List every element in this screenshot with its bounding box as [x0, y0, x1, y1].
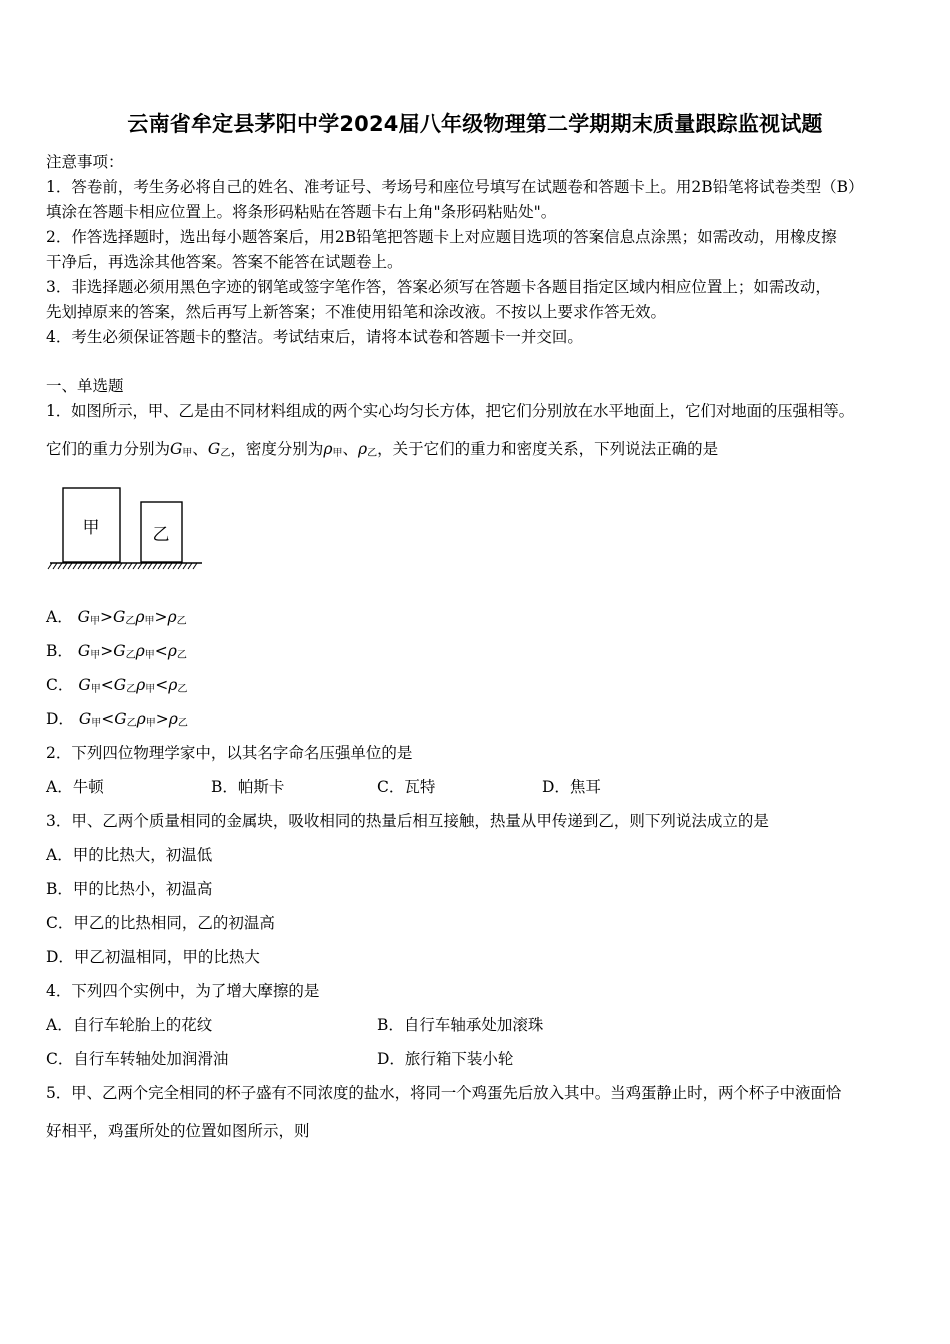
- q3-option-d[interactable]: D．甲乙初温相同，甲的比热大: [46, 948, 260, 966]
- q1-text: ，密度分别为: [230, 440, 324, 458]
- hatch-mark: [88, 563, 92, 569]
- hatch-mark: [48, 563, 52, 569]
- q2-option-d[interactable]: D．焦耳: [542, 778, 601, 796]
- g-symbol: G: [77, 608, 91, 626]
- q1-text: 它们的重力分别为: [46, 440, 171, 458]
- rho-symbol: ρ: [136, 676, 146, 694]
- option-letter: C．: [46, 676, 74, 694]
- sub-jia: 甲: [90, 650, 101, 661]
- hatch-mark: [168, 563, 172, 569]
- block-yi-label: 乙: [152, 525, 170, 545]
- g-symbol: G: [207, 440, 221, 458]
- g-symbol: G: [113, 642, 126, 660]
- hatch-mark: [113, 563, 117, 569]
- sub-yi: 乙: [367, 448, 378, 459]
- hatch-mark: [163, 563, 167, 569]
- hatch-mark: [78, 563, 82, 569]
- rho-symbol: ρ: [167, 608, 177, 626]
- sub-jia: 甲: [182, 448, 193, 459]
- rho-symbol: ρ: [168, 710, 178, 728]
- relation: >: [100, 608, 114, 626]
- rho-symbol: ρ: [168, 676, 178, 694]
- q1-option-d[interactable]: [46, 708, 188, 735]
- rho-symbol: ρ: [323, 440, 333, 458]
- hatch-mark: [178, 563, 182, 569]
- q1-option-b[interactable]: [46, 640, 187, 667]
- g-symbol: G: [113, 608, 126, 626]
- hatch-mark: [118, 563, 122, 569]
- q4-stem: 4．下列四个实例中，为了增大摩擦的是: [46, 982, 320, 1000]
- q3-option-a[interactable]: A．甲的比热大，初温低: [46, 846, 213, 864]
- hatch-mark: [153, 563, 157, 569]
- hatch-mark: [158, 563, 162, 569]
- option-letter: B．: [46, 642, 73, 660]
- hatch-mark: [108, 563, 112, 569]
- notice-line: 4．考生必须保证答题卡的整洁。考试结束后，请将本试卷和答题卡一并交回。: [46, 328, 583, 346]
- hatch-mark: [63, 563, 67, 569]
- notice-line: 1．答卷前，考生务必将自己的姓名、准考证号、考场号和座位号填写在试题卷和答题卡上。用2B铅笔将试卷类型（B）: [46, 178, 864, 196]
- hatch-mark: [188, 563, 192, 569]
- hatch-mark: [68, 563, 72, 569]
- hatch-mark: [173, 563, 177, 569]
- hatch-mark: [73, 563, 77, 569]
- hatch-mark: [143, 563, 147, 569]
- notice-line: 2．作答选择题时，选出每小题答案后，用2B铅笔把答题卡上对应题目选项的答案信息点涂黑；如需改动，用橡皮擦: [46, 228, 837, 246]
- relation: >: [154, 608, 168, 626]
- block-jia-label: 甲: [82, 518, 100, 538]
- q1-option-a[interactable]: [46, 606, 187, 633]
- q4-option-d[interactable]: D．旅行箱下装小轮: [377, 1050, 514, 1068]
- g-symbol: G: [78, 676, 91, 694]
- section-heading: 一、单选题: [46, 377, 124, 395]
- q1-stem-line1: 1．如图所示，甲、乙是由不同材料组成的两个实心均匀长方体，把它们分别放在水平地面上，它们对地面的压强相等。: [46, 402, 854, 420]
- hatch-mark: [123, 563, 127, 569]
- sub-yi: 乙: [176, 650, 187, 661]
- g-symbol: G: [77, 642, 91, 660]
- relation: <: [155, 676, 169, 694]
- sub-jia: 甲: [91, 718, 102, 729]
- page-title: 云南省牟定县茅阳中学2024届八年级物理第二学期期末质量跟踪监视试题: [127, 112, 823, 136]
- sub-yi: 乙: [177, 684, 188, 695]
- sep: 、: [342, 440, 358, 458]
- rho-symbol: ρ: [167, 642, 177, 660]
- hatch-mark: [58, 563, 62, 569]
- q1-text: ，关于它们的重力和密度关系，下列说法正确的是: [377, 440, 719, 458]
- g-symbol: G: [78, 710, 92, 728]
- q1-stem-line2: [46, 438, 718, 465]
- rho-symbol: ρ: [136, 710, 146, 728]
- rho-symbol: ρ: [135, 608, 145, 626]
- g-symbol: G: [170, 440, 183, 458]
- g-symbol: G: [114, 710, 127, 728]
- relation: <: [101, 710, 115, 728]
- sub-yi: 乙: [126, 684, 137, 695]
- option-letter: D．: [46, 710, 74, 728]
- sub-jia: 甲: [90, 684, 101, 695]
- hatch-mark: [53, 563, 57, 569]
- q3-stem: 3．甲、乙两个质量相同的金属块，吸收相同的热量后相互接触，热量从甲传递到乙，则下列说法成立的是: [46, 812, 769, 830]
- rho-symbol: ρ: [357, 440, 368, 458]
- sub-yi: 乙: [125, 616, 136, 627]
- sub-jia: 甲: [145, 684, 156, 695]
- q2-option-a[interactable]: A．牛顿: [46, 778, 104, 796]
- relation: >: [155, 710, 169, 728]
- relation: <: [154, 642, 168, 660]
- hatch-mark: [193, 563, 197, 569]
- sub-jia: 甲: [90, 616, 101, 627]
- rho-symbol: ρ: [135, 642, 145, 660]
- notice-line: 干净后，再选涂其他答案。答案不能答在试题卷上。: [46, 253, 403, 271]
- hatch-mark: [138, 563, 142, 569]
- sub-yi: 乙: [125, 650, 136, 661]
- relation: >: [100, 642, 114, 660]
- q2-option-b[interactable]: B．帕斯卡: [211, 778, 285, 796]
- q4-option-a[interactable]: A．自行车轮胎上的花纹: [46, 1016, 213, 1034]
- notice-line: 先划掉原来的答案，然后再写上新答案；不准使用铅笔和涂改液。不按以上要求作答无效。: [46, 303, 667, 321]
- sub-yi: 乙: [177, 718, 188, 729]
- sub-yi: 乙: [220, 448, 231, 459]
- ground-hatch: [48, 563, 197, 569]
- notice-line: 3．非选择题必须用黑色字迹的钢笔或签字笔作答，答案必须写在答题卡各题目指定区域内相应位置上；如需改动，: [46, 278, 831, 296]
- q5-stem-line1: 5．甲、乙两个完全相同的杯子盛有不同浓度的盐水，将同一个鸡蛋先后放入其中。当鸡蛋静止时，两个杯子中液面恰: [46, 1084, 842, 1102]
- sub-jia: 甲: [144, 650, 155, 661]
- q1-figure: [44, 480, 214, 575]
- q2-option-c[interactable]: C．瓦特: [377, 778, 436, 796]
- notice-line: 填涂在答题卡相应位置上。将条形码粘贴在答题卡右上角"条形码粘贴处"。: [46, 203, 557, 221]
- q4-option-c[interactable]: C．自行车转轴处加润滑油: [46, 1050, 229, 1068]
- g-symbol: G: [113, 676, 127, 694]
- hatch-mark: [83, 563, 87, 569]
- sub-jia: 甲: [145, 718, 156, 729]
- sep: 、: [192, 440, 208, 458]
- hatch-mark: [148, 563, 152, 569]
- hatch-mark: [93, 563, 97, 569]
- hatch-mark: [128, 563, 132, 569]
- relation: <: [100, 676, 114, 694]
- sub-yi: 乙: [126, 718, 137, 729]
- hatch-mark: [133, 563, 137, 569]
- option-letter: A．: [46, 608, 73, 626]
- q3-option-c[interactable]: C．甲乙的比热相同，乙的初温高: [46, 914, 275, 932]
- q3-option-b[interactable]: B．甲的比热小，初温高: [46, 880, 213, 898]
- sub-jia: 甲: [332, 448, 343, 459]
- q2-stem: 2．下列四位物理学家中，以其名字命名压强单位的是: [46, 744, 413, 762]
- q5-stem-line2: 好相平，鸡蛋所处的位置如图所示，则: [46, 1122, 310, 1140]
- hatch-mark: [183, 563, 187, 569]
- sub-jia: 甲: [144, 616, 155, 627]
- q1-option-c[interactable]: [46, 674, 187, 701]
- notice-heading: 注意事项：: [46, 153, 124, 171]
- hatch-mark: [103, 563, 107, 569]
- q4-option-b[interactable]: B．自行车轴承处加滚珠: [377, 1016, 544, 1034]
- sub-yi: 乙: [176, 616, 187, 627]
- hatch-mark: [98, 563, 102, 569]
